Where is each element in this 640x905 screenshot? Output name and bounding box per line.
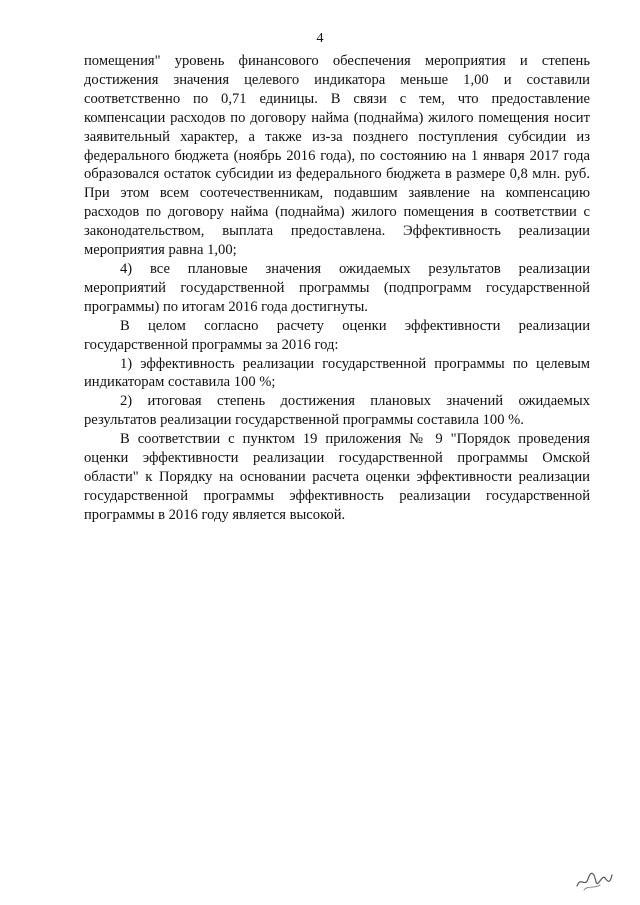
page-number: 4 — [316, 31, 324, 46]
paragraph-summary-intro: В целом согласно расчету оценки эффективности реализации государственной программы за 2016 год: — [84, 317, 590, 353]
paragraph-continuation: помещения" уровень финансового обеспечения мероприятия и степень достижения значения целевого индикатора меньше 1,00 и составили соответственно по 0,71 единицы. В связи с тем, что предоставление компенсации расходов по договору найма (поднайма) жилого помещения носит заявительный характер, а также из-за позднего поступления субсидии из федерального бюджета (ноябрь 2016 года), по состоянию на 1 января 2017 года образовался остаток субсидии из федерального бюджета в размере 0,8 млн. руб. При этом всем соотечественникам, подавшим заявление на компенсацию расходов по договору найма (поднайма) жилого помещения в соответствии с законодательством, выплата предоставлена. Эффективность реализации мероприятия равна 1,00; — [84, 53, 590, 259]
paragraph-summary-item-1: 1) эффективность реализации государственной программы по целевым индикаторам составила 100 %; — [84, 355, 590, 391]
paragraph-conclusion: В соответствии с пунктом 19 приложения № 9 "Порядок проведения оценки эффективности реализации государственной программы Омской области" к Порядку на основании расчета оценки эффективности реализации государственной программы эффективность реализации государственной программы в 2016 году является высокой. — [84, 431, 590, 523]
paragraph-summary-item-2: 2) итоговая степень достижения плановых значений ожидаемых результатов реализации государственной программы составила 100 %. — [84, 393, 590, 429]
document-body — [84, 52, 590, 525]
paragraph-item-4: 4) все плановые значения ожидаемых результатов реализации мероприятий государственной программы (подпрограмм государственной программы) по итогам 2016 года достигнуты. — [84, 260, 590, 315]
handwritten-initials-mark — [574, 866, 614, 892]
